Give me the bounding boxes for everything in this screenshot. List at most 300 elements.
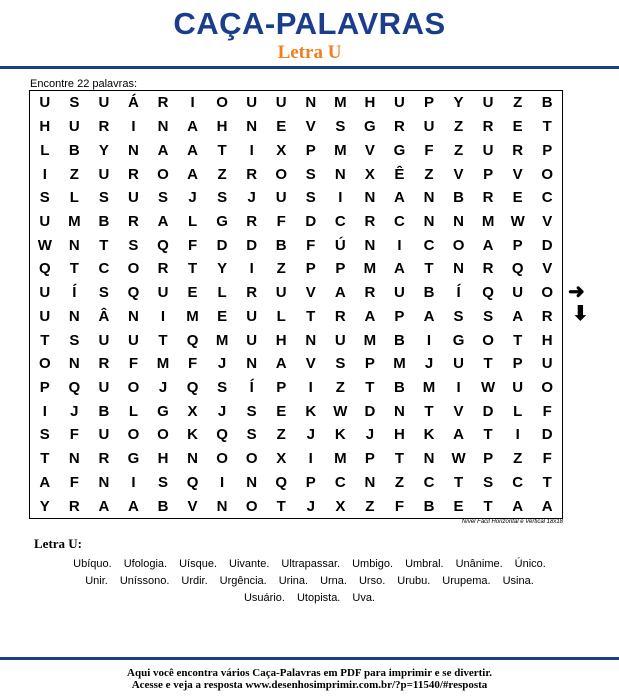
grid-letter: B: [275, 236, 287, 254]
grid-letter: Q: [157, 236, 169, 254]
grid-letter: L: [276, 307, 286, 325]
grid-letter: R: [246, 284, 258, 302]
word-item: Urdir.: [181, 575, 208, 587]
grid-letter: V: [305, 355, 316, 373]
word-item: Urupema.: [442, 575, 491, 587]
grid-letter: A: [512, 307, 524, 325]
grid-letter: K: [305, 402, 317, 420]
grid-letter: J: [70, 402, 79, 420]
grid-letter: D: [216, 236, 228, 254]
word-item: Ultrapassar.: [281, 558, 341, 570]
grid-letter: C: [394, 212, 405, 230]
grid-letter: O: [275, 165, 288, 183]
grid-letter: B: [394, 379, 405, 397]
grid-letter: G: [216, 212, 228, 230]
grid-letter: L: [513, 402, 523, 420]
grid-letter: V: [364, 141, 375, 159]
grid-letter: O: [541, 284, 554, 302]
word-list: [20, 556, 599, 607]
word-item: Umbigo.: [352, 558, 394, 570]
grid-letter: S: [305, 189, 316, 207]
grid-letter: T: [424, 260, 434, 278]
grid-letter: U: [246, 331, 258, 349]
grid-letter: G: [157, 402, 169, 420]
grid-letter: X: [187, 402, 198, 420]
grid-letter: Ú: [334, 236, 346, 254]
grid-letter: B: [98, 212, 110, 230]
grid-letter: F: [187, 355, 198, 373]
grid-letter: N: [68, 307, 80, 325]
top-divider: [0, 66, 619, 69]
word-list-title: Letra U:: [34, 536, 83, 551]
grid-letter: K: [423, 426, 435, 444]
grid-letter: Í: [456, 284, 461, 302]
grid-letter: T: [40, 450, 50, 468]
grid-letter: J: [217, 402, 227, 420]
grid-letter: W: [451, 450, 466, 468]
word-item: Urna.: [320, 575, 347, 587]
grid-letter: X: [276, 141, 287, 159]
grid-letter: U: [512, 284, 524, 302]
grid-letter: M: [334, 94, 347, 112]
instructions: Encontre 22 palavras:: [30, 78, 138, 90]
grid-letter: U: [39, 94, 51, 112]
grid-letter: S: [335, 355, 346, 373]
grid-letter: R: [364, 284, 376, 302]
grid-letter: R: [482, 118, 494, 136]
grid-letter: I: [308, 450, 313, 468]
grid-letter: Q: [275, 473, 288, 491]
grid-letter: K: [187, 426, 198, 444]
grid-letter: E: [276, 118, 287, 136]
grid-letter: U: [482, 94, 494, 112]
grid-letter: U: [39, 212, 51, 230]
grid-letter: U: [128, 189, 139, 207]
grid-letter: G: [452, 331, 465, 349]
grid-letter: P: [364, 450, 375, 468]
word-item: Ubíquo.: [73, 558, 112, 570]
grid-letter: I: [42, 165, 47, 183]
grid-letter: U: [98, 94, 110, 112]
grid-letter: W: [333, 402, 348, 420]
grid-letter: E: [187, 284, 198, 302]
grid-letter: B: [68, 141, 80, 159]
grid-letter: Q: [482, 284, 494, 302]
grid-letter: T: [424, 402, 434, 420]
grid-letter: M: [215, 331, 229, 349]
grid-letter: Í: [249, 379, 254, 397]
grid-letter: T: [483, 355, 493, 373]
grid-letter: Z: [365, 497, 375, 515]
grid-letter: O: [482, 331, 494, 349]
grid-letter: U: [98, 165, 110, 183]
grid-letter: V: [453, 402, 464, 420]
grid-letter: S: [217, 379, 228, 397]
grid-letter: Z: [217, 165, 227, 183]
grid-letter: B: [423, 497, 435, 515]
grid-letter: T: [453, 473, 464, 491]
grid-letter: A: [187, 165, 198, 183]
grid-letter: Z: [513, 94, 523, 112]
grid-letter: N: [246, 118, 258, 136]
grid-letter: Z: [394, 473, 405, 491]
grid-letter: N: [453, 212, 464, 230]
grid-letter: N: [423, 212, 435, 230]
grid-letter: U: [39, 307, 51, 325]
grid-letter: R: [482, 260, 494, 278]
grid-letter: T: [187, 260, 198, 278]
grid-letter: L: [217, 284, 227, 302]
grid-letter: U: [275, 94, 287, 112]
grid-letter: R: [128, 212, 139, 230]
grid-letter: P: [483, 450, 494, 468]
grid-letter: S: [335, 118, 346, 136]
grid-letter: M: [363, 260, 377, 278]
grid-letter: X: [276, 450, 287, 468]
grid-letter: U: [157, 284, 169, 302]
grid-letter: J: [158, 379, 168, 397]
grid-letter: U: [68, 118, 80, 136]
grid-letter: H: [364, 94, 376, 112]
grid-letter: Z: [69, 165, 79, 183]
grid-letter: O: [216, 450, 228, 468]
grid-letter: J: [188, 189, 197, 207]
grid-letter: N: [423, 189, 435, 207]
grid-letter: V: [542, 260, 553, 278]
grid-letter: Ê: [394, 165, 405, 183]
word-item: Urubu.: [397, 575, 431, 587]
grid-letter: U: [275, 284, 287, 302]
grid-letter: L: [69, 189, 79, 207]
grid-letter: R: [394, 118, 405, 136]
grid-letter: T: [40, 331, 50, 349]
grid-letter: N: [246, 473, 258, 491]
grid-letter: I: [42, 402, 47, 420]
grid-letter: N: [128, 307, 139, 325]
grid-letter: T: [365, 379, 375, 397]
word-search-grid: [30, 91, 562, 518]
grid-letter: R: [128, 165, 139, 183]
grid-letter: I: [338, 189, 343, 207]
grid-letter: U: [98, 379, 110, 397]
word-item: Unir.: [85, 575, 108, 587]
grid-letter: M: [363, 331, 377, 349]
word-item: Usuário.: [243, 592, 285, 604]
grid-letter: S: [128, 236, 139, 254]
grid-letter: S: [483, 307, 494, 325]
grid-letter: H: [39, 118, 51, 136]
grid-letter: Q: [186, 379, 199, 397]
grid-letter: T: [158, 331, 168, 349]
grid-letter: N: [187, 450, 198, 468]
grid-letter: P: [394, 307, 405, 325]
grid-letter: N: [305, 331, 317, 349]
grid-letter: S: [69, 94, 80, 112]
grid-letter: A: [541, 497, 553, 515]
word-item: Uivante.: [229, 558, 270, 570]
grid-letter: M: [186, 307, 199, 325]
grid-letter: U: [482, 141, 494, 159]
grid-letter: X: [335, 497, 346, 515]
grid-letter: C: [541, 189, 553, 207]
grid-letter: T: [394, 450, 405, 468]
bottom-divider: [0, 657, 619, 660]
grid-letter: J: [306, 426, 315, 444]
grid-letter: D: [482, 402, 494, 420]
grid-letter: S: [98, 284, 109, 302]
grid-letter: A: [364, 307, 376, 325]
grid-letter: L: [187, 212, 198, 230]
grid-letter: T: [217, 141, 227, 159]
grid-letter: X: [364, 165, 375, 183]
grid-letter: D: [246, 236, 258, 254]
grid-letter: F: [394, 497, 405, 515]
grid-letter: O: [216, 94, 228, 112]
grid-letter: R: [98, 118, 110, 136]
grid-letter: T: [99, 236, 109, 254]
grid-letter: Z: [335, 379, 345, 397]
grid-letter: F: [69, 473, 79, 491]
grid-letter: A: [187, 118, 198, 136]
grid-letter: N: [364, 473, 376, 491]
grid-letter: K: [334, 426, 346, 444]
grid-letter: U: [334, 331, 346, 349]
grid-letter: R: [512, 141, 524, 159]
grid-letter: U: [128, 331, 139, 349]
grid-letter: H: [541, 331, 553, 349]
grid-letter: M: [334, 450, 347, 468]
grid-letter: W: [37, 236, 52, 254]
grid-letter: L: [40, 141, 50, 159]
word-item: Unânime.: [455, 558, 503, 570]
grid-letter: R: [98, 355, 110, 373]
grid-letter: V: [305, 118, 316, 136]
grid-letter: I: [131, 118, 136, 136]
grid-letter: R: [98, 450, 110, 468]
grid-letter: O: [38, 355, 51, 373]
grid-letter: R: [246, 212, 258, 230]
grid-letter: P: [483, 165, 494, 183]
grid-letter: Z: [513, 450, 523, 468]
grid-letter: U: [394, 94, 405, 112]
grid-letter: U: [512, 379, 524, 397]
grid-letter: V: [187, 497, 198, 515]
grid-letter: U: [541, 355, 553, 373]
grid-letter: E: [453, 497, 464, 515]
grid-letter: D: [541, 236, 553, 254]
grid-letter: I: [249, 260, 254, 278]
grid-letter: T: [542, 473, 552, 491]
grid-letter: S: [483, 473, 494, 491]
grid-letter: P: [335, 260, 346, 278]
grid-letter: R: [482, 189, 494, 207]
grid-letter: P: [512, 236, 523, 254]
grid-letter: S: [453, 307, 464, 325]
grid-letter: P: [305, 473, 316, 491]
grid-letter: O: [245, 497, 258, 515]
grid-letter: Y: [98, 141, 109, 159]
word-item: Umbral.: [405, 558, 444, 570]
grid-letter: I: [131, 473, 136, 491]
grid-letter: J: [365, 426, 375, 444]
grid-letter: A: [98, 497, 110, 515]
grid-letter: U: [39, 284, 51, 302]
grid-letter: P: [512, 355, 523, 373]
grid-letter: H: [157, 450, 169, 468]
grid-letter: I: [308, 379, 313, 397]
grid-letter: A: [334, 284, 346, 302]
grid-letter: P: [305, 141, 316, 159]
grid-letter: O: [541, 165, 554, 183]
grid-letter: Q: [127, 284, 140, 302]
grid-letter: I: [397, 236, 402, 254]
word-item: Utopista.: [296, 592, 341, 604]
grid-letter: W: [481, 379, 496, 397]
word-search-grid-frame: [29, 90, 563, 519]
grid-letter: B: [157, 497, 169, 515]
grid-letter: Q: [186, 473, 199, 491]
grid-letter: Q: [38, 260, 51, 278]
grid-letter: E: [512, 118, 523, 136]
grid-letter: Y: [453, 94, 464, 112]
grid-letter: R: [68, 497, 80, 515]
grid-letter: Q: [511, 260, 524, 278]
grid-letter: O: [452, 236, 465, 254]
grid-letter: F: [187, 236, 198, 254]
grid-letter: U: [98, 331, 110, 349]
grid-letter: N: [423, 450, 435, 468]
grid-letter: T: [69, 260, 79, 278]
grid-letter: M: [68, 212, 81, 230]
grid-letter: A: [394, 260, 405, 278]
grid-letter: I: [456, 379, 461, 397]
grid-letter: M: [334, 141, 347, 159]
page-subtitle: Letra U: [277, 42, 342, 63]
grid-letter: U: [246, 94, 258, 112]
grid-letter: S: [305, 165, 316, 183]
grid-letter: Z: [276, 260, 286, 278]
grid-letter: N: [68, 236, 80, 254]
grid-letter: A: [275, 355, 287, 373]
grid-letter: O: [127, 260, 140, 278]
grid-letter: R: [246, 165, 258, 183]
grid-letter: S: [246, 402, 257, 420]
grid-letter: B: [541, 94, 553, 112]
grid-letter: E: [217, 307, 228, 325]
grid-letter: C: [423, 236, 435, 254]
grid-letter: Â: [98, 307, 110, 325]
footer-line-1: Aqui você encontra vários Caça-Palavras em PDF para imprimir e se divertir.: [127, 667, 492, 679]
grid-letter: M: [422, 379, 436, 397]
grid-letter: G: [364, 118, 376, 136]
footer-line-2: Acesse e veja a resposta www.desenhosimprimir.com.br/?p=11540/#resposta: [131, 679, 488, 691]
grid-letter: F: [276, 212, 286, 230]
grid-letter: U: [423, 118, 435, 136]
grid-letter: A: [423, 307, 435, 325]
grid-letter: S: [246, 426, 257, 444]
grid-letter: F: [69, 426, 79, 444]
grid-letter: N: [216, 497, 228, 515]
grid-letter: A: [157, 212, 169, 230]
grid-letter: O: [157, 426, 169, 444]
grid-letter: A: [453, 426, 464, 444]
grid-letter: O: [245, 450, 258, 468]
grid-letter: N: [394, 402, 405, 420]
grid-letter: A: [394, 189, 405, 207]
arrow-right-icon: ➜: [568, 281, 585, 303]
grid-letter: J: [424, 355, 434, 373]
grid-letter: J: [247, 189, 256, 207]
grid-letter: R: [157, 260, 169, 278]
grid-letter: D: [541, 426, 553, 444]
grid-letter: C: [98, 260, 110, 278]
grid-letter: T: [542, 118, 552, 136]
grid-letter: I: [190, 94, 195, 112]
grid-letter: O: [127, 426, 140, 444]
grid-letter: C: [512, 473, 524, 491]
word-list-line: [20, 573, 599, 590]
grid-letter: N: [334, 165, 346, 183]
grid-letter: N: [364, 189, 376, 207]
grid-letter: R: [541, 307, 553, 325]
grid-letter: Z: [453, 141, 464, 159]
grid-letter: V: [542, 212, 553, 230]
grid-letter: H: [275, 331, 287, 349]
grid-letter: T: [276, 497, 286, 515]
grid-letter: L: [128, 402, 139, 420]
grid-letter: S: [39, 426, 50, 444]
grid-letter: S: [157, 473, 168, 491]
grid-letter: T: [513, 331, 523, 349]
grid-letter: T: [306, 307, 316, 325]
grid-letter: A: [128, 497, 139, 515]
arrow-down-icon: ⬇: [572, 303, 589, 325]
word-item: Ufologia.: [123, 558, 168, 570]
grid-letter: Z: [424, 165, 434, 183]
grid-letter: T: [483, 426, 493, 444]
grid-letter: B: [394, 331, 405, 349]
grid-letter: N: [157, 118, 169, 136]
footer: [0, 667, 619, 691]
grid-letter: N: [68, 355, 80, 373]
grid-letter: B: [453, 189, 464, 207]
grid-letter: E: [276, 402, 287, 420]
word-item: Urso.: [358, 575, 386, 587]
grid-letter: J: [217, 355, 227, 373]
grid-letter: W: [510, 212, 525, 230]
grid-letter: P: [276, 379, 287, 397]
grid-letter: N: [305, 94, 317, 112]
page-title: CAÇA-PALAVRAS: [173, 6, 446, 41]
grid-letter: F: [424, 141, 434, 159]
grid-letter: S: [157, 189, 168, 207]
word-list-line: [20, 590, 599, 607]
grid-letter: V: [453, 165, 464, 183]
grid-letter: V: [512, 165, 523, 183]
grid-letter: C: [423, 473, 435, 491]
grid-letter: B: [98, 402, 110, 420]
grid-letter: Z: [276, 426, 286, 444]
grid-letter: P: [305, 260, 316, 278]
grid-letter: S: [217, 189, 228, 207]
grid-letter: N: [98, 473, 110, 491]
grid-letter: Á: [128, 94, 139, 112]
grid-letter: A: [157, 141, 169, 159]
grid-letter: G: [393, 141, 406, 159]
grid-letter: I: [220, 473, 225, 491]
grid-letter: N: [128, 141, 139, 159]
grid-letter: A: [512, 497, 524, 515]
